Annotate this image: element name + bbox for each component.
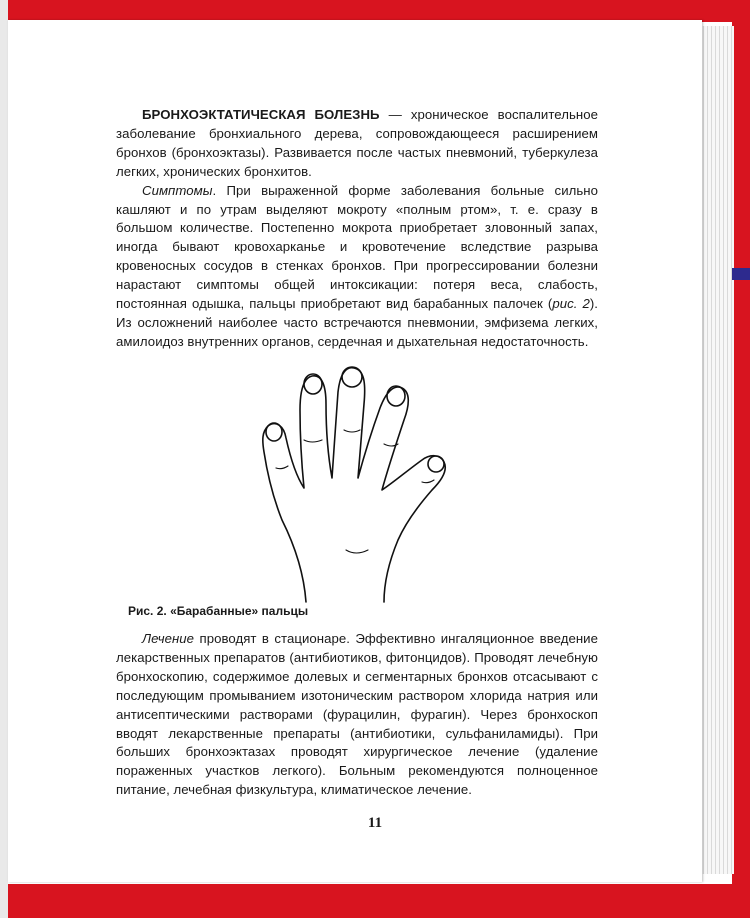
- hand-illustration: [246, 360, 476, 605]
- symptoms-text-1: . При выраженной форме заболевания больные сильно кашляют и по утрам выделяют мокроту «полным ртом», т. е. сразу в большом количестве. Постепенно мокрота приобретает зловонный запах, иногда бывают кровохарканье и кровотечение вследствие разрыва кровеносных сосудов в стенках бронхов. При прогрессировании болезни нарастают симптомы общей интоксикации: потеря веса, слабость, постоянная одышка, пальцы приобретают вид барабанных палочек (: [116, 182, 598, 312]
- article-top: [116, 106, 598, 352]
- paragraph-treatment: [116, 630, 598, 800]
- nail-ring: [387, 386, 405, 406]
- paragraph-symptoms: [116, 182, 598, 352]
- hand-outline: [263, 368, 445, 602]
- figure-caption: Рис. 2. «Барабанные» пальцы: [128, 604, 309, 618]
- disease-term: БРОНХОЭКТАТИЧЕСКАЯ БОЛЕЗНЬ: [142, 107, 380, 122]
- nail-middle: [342, 367, 362, 387]
- paragraph-definition: [116, 106, 598, 182]
- nail-thumb: [266, 423, 282, 441]
- treatment-text: проводят в стационаре. Эффективно ингаляционное введение лекарственных препаратов (антибиотиков, фитонцидов). Проводят лечебную бронхоскопию, содержимое долевых и сегментарных бронхов отсасывают с последующим промыванием изотоническим раствором хлорида натрия или антисептическими растворами (фурацилин, фурагин). Через бронхоскоп вводят лекарственные препараты (антибиотики, сульфаниламиды). При больших бронхоэктазах проводят хирургическое лечение (удаление пораженных участков легкого). Больным рекомендуются полноценное питание, лечебная физкультура, климатическое лечение.: [116, 631, 598, 798]
- definition-text: — хроническое воспалительное заболевание бронхиального дерева, сопровождающееся расширением бронхов (бронхоэктазы). Развивается после частых пневмоний, туберкулеза легких, хронических бронхитов.: [116, 107, 598, 179]
- page-number: 11: [367, 815, 383, 831]
- book-cover-right: [732, 0, 750, 918]
- nail-little: [428, 456, 444, 472]
- symptoms-label: Симптомы: [142, 182, 213, 198]
- symptoms-text-2: ). Из осложнений наиболее часто встречаются пневмонии, эмфизема легких, амилоидоз внутренних органов, сердечная и дыхательная недостаточность.: [116, 296, 599, 349]
- treatment-label: Лечение: [142, 631, 195, 646]
- figure-reference: рис. 2: [552, 296, 590, 312]
- page-edges: [700, 26, 734, 874]
- nail-index: [304, 374, 322, 394]
- page-edge-marker: [732, 268, 750, 280]
- book-cover-top: [0, 0, 750, 22]
- article-bottom: [116, 630, 598, 800]
- book-spine-shadow: [0, 0, 8, 918]
- book-cover-bottom: [0, 884, 750, 918]
- finger-creases: [276, 430, 434, 553]
